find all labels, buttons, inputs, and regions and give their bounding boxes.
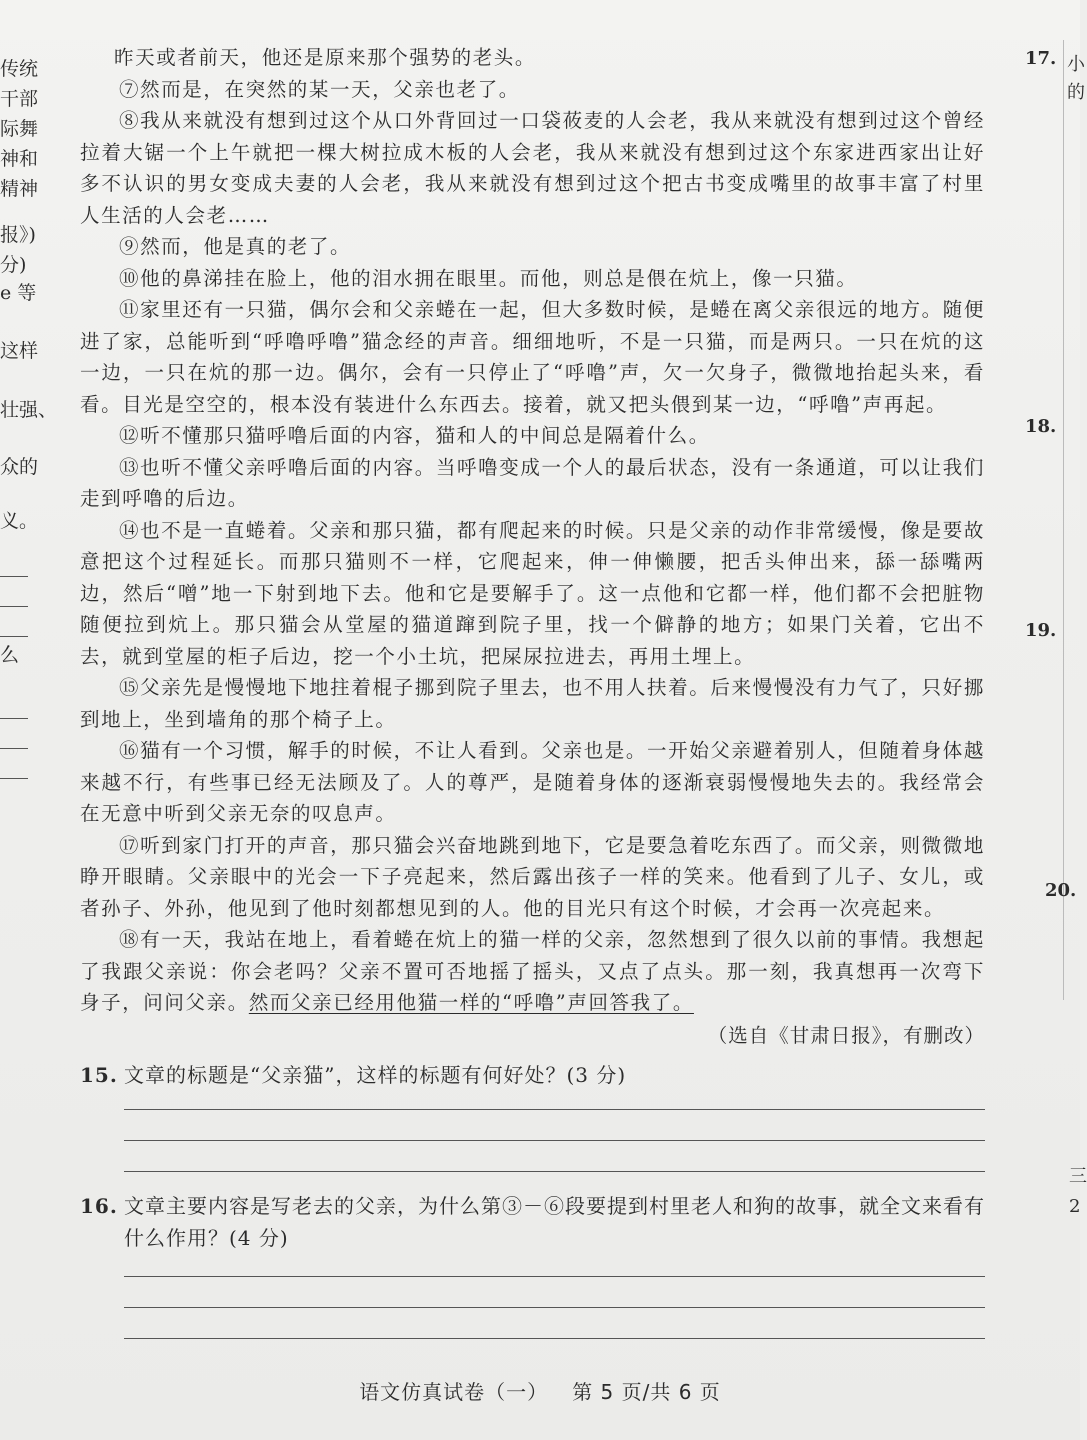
passage-paragraph: ⑨然而，他是真的老了。 [119, 235, 352, 258]
question-number: 20. [1045, 880, 1077, 901]
passage-paragraph: ⑪家里还有一只猫，偶尔会和父亲蜷在一起，但大多数时候，是蜷在离父亲很远的地方。随便进了家，总能听到“呼噜呼噜”猫念经的声音。细细地听，不是一只猫，而是两只。一只在炕的这一边，一只在炕的那一边。偶尔，会有一只停止了“呼噜”声，欠一欠身子，微微地抬起头来，看看。目光是空空的，根本没有装进什么东西去。接着，就又把头偎到某一边，“呼噜”声再起。 [80, 298, 985, 416]
passage-paragraph: ⑬也听不懂父亲呼噜后面的内容。当呼噜变成一个人的最后状态，没有一条通道，可以让我们走到呼噜的后边。 [80, 455, 985, 510]
question-number: 17. [1025, 48, 1057, 69]
left-fragment: 这样 [0, 340, 39, 362]
right-margin-fragments [1025, 0, 1087, 1440]
passage-paragraph: ⑩他的鼻涕挂在脸上，他的泪水拥在眼里。而他，则总是偎在炕上，像一只猫。 [119, 266, 858, 290]
passage-paragraph: ⑫听不懂那只猫呼噜后面的内容，猫和人的中间总是隔着什么。 [119, 424, 710, 447]
passage-paragraph: ⑰听到家门打开的声音，那只猫会兴奋地跳到地下，它是要急着吃东西了。而父亲，则微微地睁开眼睛。父亲眼中的光会一下子亮起来，然后露出孩子一样的笑来。他看到了儿子、女儿，或者孙子、外孙，他见到了他时刻都想见到的人。他的目光只有这个时候，才会再一次亮起来。 [80, 833, 985, 920]
right-fragment: 2 [1069, 1196, 1081, 1217]
left-fragment: 神和 [0, 148, 39, 170]
passage-paragraph: ⑯猫有一个习惯，解手的时候，不让人看到。父亲也是。一开始父亲避着别人，但随着身体越来越不行，有些事已经无法顾及了。人的尊严，是随着身体的逐渐衰弱慢慢地失去的。我经常会在无意中听到父亲无奈的叹息声。 [80, 739, 985, 825]
passage-paragraph: 昨天或者前天，他还是原来那个强势的老头。 [114, 46, 537, 69]
answer-line[interactable] [124, 1140, 985, 1141]
answer-line [0, 606, 28, 607]
left-fragment: 传统 [0, 58, 39, 80]
question-number: 16. [80, 1193, 118, 1218]
page-number: 第 5 页/共 6 页 [572, 1380, 721, 1404]
question-number: 18. [1025, 416, 1057, 437]
answer-line [0, 718, 28, 719]
passage-paragraph: ⑮父亲先是慢慢地下地拄着棍子挪到院子里去，也不用人扶着。后来慢慢没有力气了，只好挪到地上，坐到墙角的那个椅子上。 [80, 676, 985, 731]
question-text: 文章主要内容是写老去的父亲，为什么第③－⑥段要提到村里老人和狗的故事，就全文来看有什么作用？(4 分) [124, 1193, 985, 1250]
question-16 [80, 1190, 985, 1254]
left-fragment: 分) [0, 254, 27, 276]
left-fragment: 义。 [0, 510, 39, 532]
left-fragment: e 等 [0, 282, 37, 304]
passage-paragraph: ⑧我从来就没有想到过这个从口外背回过一口袋莜麦的人会老，我从来就没有想到过这个曾经拉着大锯一个上午就把一棵大树拉成木板的人会老，我从来就没有想到过这个东家进西家出让好多不认识的男女变成夫妻的人会老，我从来就没有想到过这个把古书变成嘴里的故事丰富了村里人生活的人会老…… [80, 109, 985, 227]
question-text: 文章的标题是“父亲猫”，这样的标题有何好处？(3 分) [124, 1062, 627, 1087]
passage-paragraph: ⑦然而是，在突然的某一天，父亲也老了。 [119, 77, 520, 101]
question-number: 19. [1025, 620, 1057, 641]
passage-paragraph-18 [80, 924, 985, 1019]
paper-title: 语文仿真试卷（一） [359, 1380, 549, 1404]
left-fragment: 报》) [0, 224, 36, 246]
column-divider [1063, 40, 1064, 1000]
right-fragment: 的 [1067, 82, 1085, 103]
left-fragment: 壮强、 [0, 399, 58, 421]
page-footer [0, 1376, 1080, 1405]
answer-line [0, 576, 28, 577]
right-fragment: 三 [1069, 1166, 1087, 1187]
answer-line [0, 748, 28, 749]
answer-line [0, 636, 28, 637]
left-fragment: 众的 [0, 456, 39, 478]
left-fragment: 际舞 [0, 118, 39, 140]
reading-passage [80, 42, 985, 1339]
para18-text: ⑱有一天，我站在地上，看着蜷在炕上的猫一样的父亲，忽然想到了很久以前的事情。我想起了我跟父亲说：你会老吗？父亲不置可否地摇了摇头，又点了点头。那一刻，我真想再一次弯下身子，问问父亲。 [80, 928, 985, 1014]
answer-line [0, 778, 28, 779]
answer-line[interactable] [124, 1307, 985, 1308]
left-fragment: 么 [0, 644, 20, 666]
question-number: 15. [80, 1062, 118, 1087]
source-note: （选自《甘肃日报》，有删改） [707, 1023, 985, 1047]
answer-line[interactable] [124, 1338, 985, 1339]
right-fragment: 小 [1067, 54, 1085, 75]
passage-paragraph: ⑭也不是一直蜷着。父亲和那只猫，都有爬起来的时候。只是父亲的动作非常缓慢，像是要故意把这个过程延长。而那只猫则不一样，它爬起来，伸一伸懒腰，把舌头伸出来，舔一舔嘴两边，然后“噌”地一下射到地下去。他和它是要解手了。这一点他和它都一样，他们都不会把脏物随便拉到炕上。那只猫会从堂屋的猫道蹿到院子里，找一个僻静的地方；如果门关着，它出不去，就到堂屋的柜子后边，挖一个小土坑，把屎尿拉进去，再用土埋上。 [80, 518, 985, 668]
answer-line[interactable] [124, 1276, 985, 1277]
left-fragment: 精神 [0, 178, 39, 200]
answer-line[interactable] [124, 1109, 985, 1110]
left-fragment: 干部 [0, 88, 39, 110]
underlined-sentence: 然而父亲已经用他猫一样的“呼噜”声回答我了。 [248, 991, 694, 1014]
question-15 [80, 1059, 985, 1091]
